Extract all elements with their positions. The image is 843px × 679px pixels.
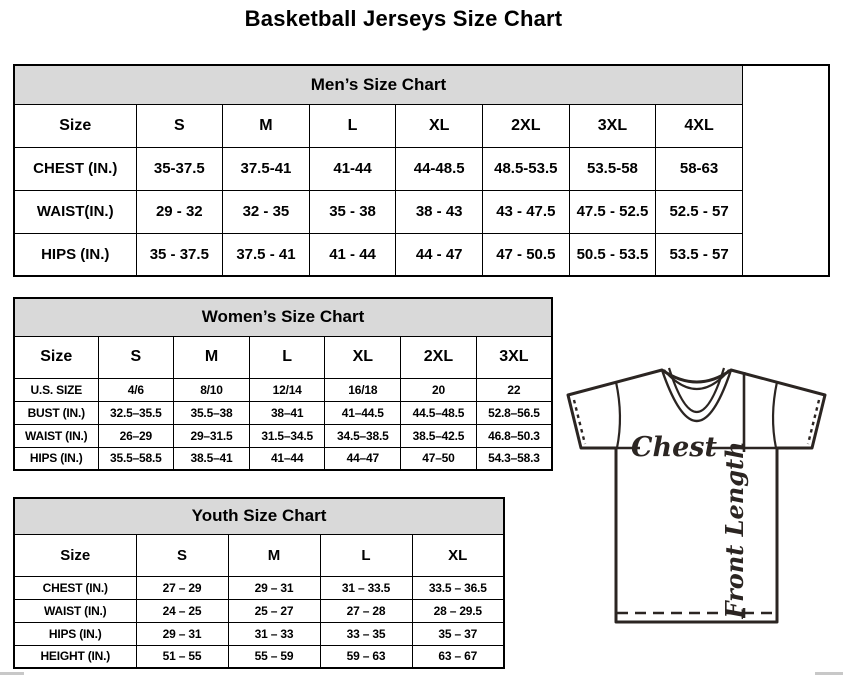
- mens-cell: 44 - 47: [396, 233, 483, 276]
- mens-row-label: WAIST(IN.): [14, 190, 136, 233]
- mens-cell: 41-44: [309, 147, 396, 190]
- table-row: [14, 424, 552, 447]
- youth-cell: 27 – 29: [136, 576, 228, 599]
- mens-cell: 48.5-53.5: [483, 147, 570, 190]
- womens-cell: 38–41: [249, 401, 325, 424]
- youth-cell: 55 – 59: [228, 645, 320, 668]
- youth-header-row: [14, 534, 504, 576]
- table-row: [14, 190, 829, 233]
- womens-col-header: XL: [325, 336, 401, 378]
- youth-col-header: M: [228, 534, 320, 576]
- youth-cell: 33 – 35: [320, 622, 412, 645]
- youth-size-table: [13, 497, 505, 669]
- mens-cell: 38 - 43: [396, 190, 483, 233]
- youth-col-header: XL: [412, 534, 504, 576]
- womens-row-label: HIPS (IN.): [14, 447, 98, 470]
- mens-col-header: XL: [396, 104, 483, 147]
- table-row: [14, 401, 552, 424]
- womens-cell: 52.8–56.5: [476, 401, 552, 424]
- womens-col-header: M: [174, 336, 250, 378]
- mens-cell: 37.5-41: [223, 147, 310, 190]
- youth-col-header: L: [320, 534, 412, 576]
- womens-cell: 41–44.5: [325, 401, 401, 424]
- youth-cell: 29 – 31: [136, 622, 228, 645]
- jersey-outline: [568, 370, 825, 622]
- mens-cell: 43 - 47.5: [483, 190, 570, 233]
- womens-cell: 46.8–50.3: [476, 424, 552, 447]
- womens-col-header: 3XL: [476, 336, 552, 378]
- womens-table-title: Women’s Size Chart: [14, 298, 552, 336]
- womens-cell: 22: [476, 378, 552, 401]
- mens-col-header: 3XL: [569, 104, 656, 147]
- mens-row-label: CHEST (IN.): [14, 147, 136, 190]
- youth-cell: 27 – 28: [320, 599, 412, 622]
- womens-size-table: [13, 297, 553, 471]
- womens-cell: 47–50: [401, 447, 477, 470]
- mens-col-header: M: [223, 104, 310, 147]
- mens-cell: 29 - 32: [136, 190, 223, 233]
- mens-cell: 35-37.5: [136, 147, 223, 190]
- mens-col-header: 4XL: [656, 104, 743, 147]
- womens-cell: 8/10: [174, 378, 250, 401]
- youth-row-label: HIPS (IN.): [14, 622, 136, 645]
- youth-cell: 31 – 33.5: [320, 576, 412, 599]
- youth-cell: 33.5 – 36.5: [412, 576, 504, 599]
- womens-cell: 38.5–41: [174, 447, 250, 470]
- womens-col-header: Size: [14, 336, 98, 378]
- table-row: [14, 233, 829, 276]
- womens-cell: 44–47: [325, 447, 401, 470]
- youth-row-label: WAIST (IN.): [14, 599, 136, 622]
- womens-cell: 35.5–38: [174, 401, 250, 424]
- mens-cell: 35 - 38: [309, 190, 396, 233]
- jersey-measurement-diagram: [558, 360, 843, 640]
- page-title: Basketball Jerseys Size Chart: [244, 6, 563, 31]
- womens-cell: 44.5–48.5: [401, 401, 477, 424]
- womens-row-label: U.S. SIZE: [14, 378, 98, 401]
- womens-cell: 32.5–35.5: [98, 401, 174, 424]
- womens-col-header: S: [98, 336, 174, 378]
- mens-cell: 47 - 50.5: [483, 233, 570, 276]
- mens-cell: 50.5 - 53.5: [569, 233, 656, 276]
- womens-cell: 20: [401, 378, 477, 401]
- youth-cell: 51 – 55: [136, 645, 228, 668]
- womens-cell: 35.5–58.5: [98, 447, 174, 470]
- youth-table-title: Youth Size Chart: [14, 498, 504, 534]
- youth-cell: 25 – 27: [228, 599, 320, 622]
- mens-cell: 44-48.5: [396, 147, 483, 190]
- womens-cell: 34.5–38.5: [325, 424, 401, 447]
- womens-cell: 16/18: [325, 378, 401, 401]
- mens-cell: 35 - 37.5: [136, 233, 223, 276]
- youth-col-header: Size: [14, 534, 136, 576]
- womens-cell: 12/14: [249, 378, 325, 401]
- womens-cell: 29–31.5: [174, 424, 250, 447]
- table-row: [14, 576, 504, 599]
- mens-table-title: Men’s Size Chart: [14, 65, 742, 104]
- womens-header-row: [14, 336, 552, 378]
- youth-col-header: S: [136, 534, 228, 576]
- womens-cell: 38.5–42.5: [401, 424, 477, 447]
- table-row: [14, 147, 829, 190]
- mens-size-table: [13, 64, 830, 277]
- mens-cell: 58-63: [656, 147, 743, 190]
- youth-row-label: CHEST (IN.): [14, 576, 136, 599]
- youth-cell: 24 – 25: [136, 599, 228, 622]
- mens-col-header: 2XL: [483, 104, 570, 147]
- womens-cell: 54.3–58.3: [476, 447, 552, 470]
- front-length-label: Front Length: [720, 441, 749, 619]
- mens-row-label: HIPS (IN.): [14, 233, 136, 276]
- table-row: [14, 447, 552, 470]
- table-row: [14, 378, 552, 401]
- youth-cell: 31 – 33: [228, 622, 320, 645]
- mens-cell: 37.5 - 41: [223, 233, 310, 276]
- youth-row-label: HEIGHT (IN.): [14, 645, 136, 668]
- mens-header-row: [14, 104, 829, 147]
- mens-cell: 32 - 35: [223, 190, 310, 233]
- womens-cell: 41–44: [249, 447, 325, 470]
- womens-col-header: L: [249, 336, 325, 378]
- table-row: [14, 599, 504, 622]
- mens-col-header: L: [309, 104, 396, 147]
- horizontal-scrollbar-left-fragment[interactable]: [0, 672, 24, 675]
- mens-cell: 53.5-58: [569, 147, 656, 190]
- chest-label: Chest: [631, 432, 717, 463]
- mens-cell: 52.5 - 57: [656, 190, 743, 233]
- mens-col-header: S: [136, 104, 223, 147]
- womens-row-label: WAIST (IN.): [14, 424, 98, 447]
- youth-cell: 29 – 31: [228, 576, 320, 599]
- mens-col-header: Size: [14, 104, 136, 147]
- womens-col-header: 2XL: [401, 336, 477, 378]
- womens-cell: 31.5–34.5: [249, 424, 325, 447]
- mens-cell: 47.5 - 52.5: [569, 190, 656, 233]
- youth-cell: 59 – 63: [320, 645, 412, 668]
- youth-cell: 28 – 29.5: [412, 599, 504, 622]
- horizontal-scrollbar-right-fragment[interactable]: [815, 672, 843, 675]
- womens-row-label: BUST (IN.): [14, 401, 98, 424]
- womens-cell: 4/6: [98, 378, 174, 401]
- womens-cell: 26–29: [98, 424, 174, 447]
- youth-cell: 63 – 67: [412, 645, 504, 668]
- table-row: [14, 645, 504, 668]
- youth-cell: 35 – 37: [412, 622, 504, 645]
- mens-cell: 41 - 44: [309, 233, 396, 276]
- mens-cell: 53.5 - 57: [656, 233, 743, 276]
- table-row: [14, 622, 504, 645]
